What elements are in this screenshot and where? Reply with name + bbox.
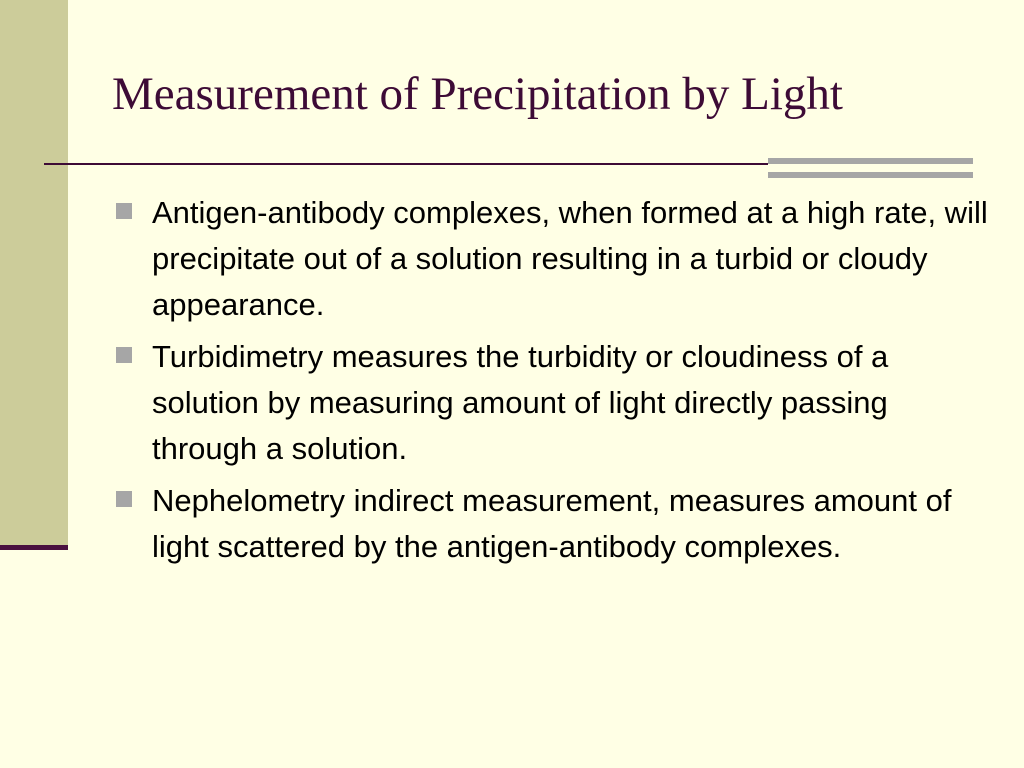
bullet-text: Turbidimetry measures the turbidity or cloudiness of a solution by measuring amount of light directly passing through a solution. [152, 339, 889, 466]
bullet-list [114, 190, 994, 576]
title-divider-line [44, 163, 768, 165]
bullet-item [114, 334, 994, 472]
bullet-item [114, 190, 994, 328]
bullet-text: Nephelometry indirect measurement, measures amount of light scattered by the antigen-antibody complexes. [152, 483, 952, 564]
decorative-bar-bottom [768, 172, 973, 178]
square-bullet-icon [116, 203, 132, 219]
square-bullet-icon [116, 347, 132, 363]
decorative-bar-top [768, 158, 973, 164]
bullet-item [114, 478, 994, 570]
left-band-underline [0, 545, 68, 550]
slide-title: Measurement of Precipitation by Light [112, 68, 843, 120]
bullet-text: Antigen-antibody complexes, when formed at a high rate, will precipitate out of a solution resulting in a turbid or cloudy appearance. [152, 195, 988, 322]
left-decorative-band [0, 0, 68, 545]
square-bullet-icon [116, 491, 132, 507]
